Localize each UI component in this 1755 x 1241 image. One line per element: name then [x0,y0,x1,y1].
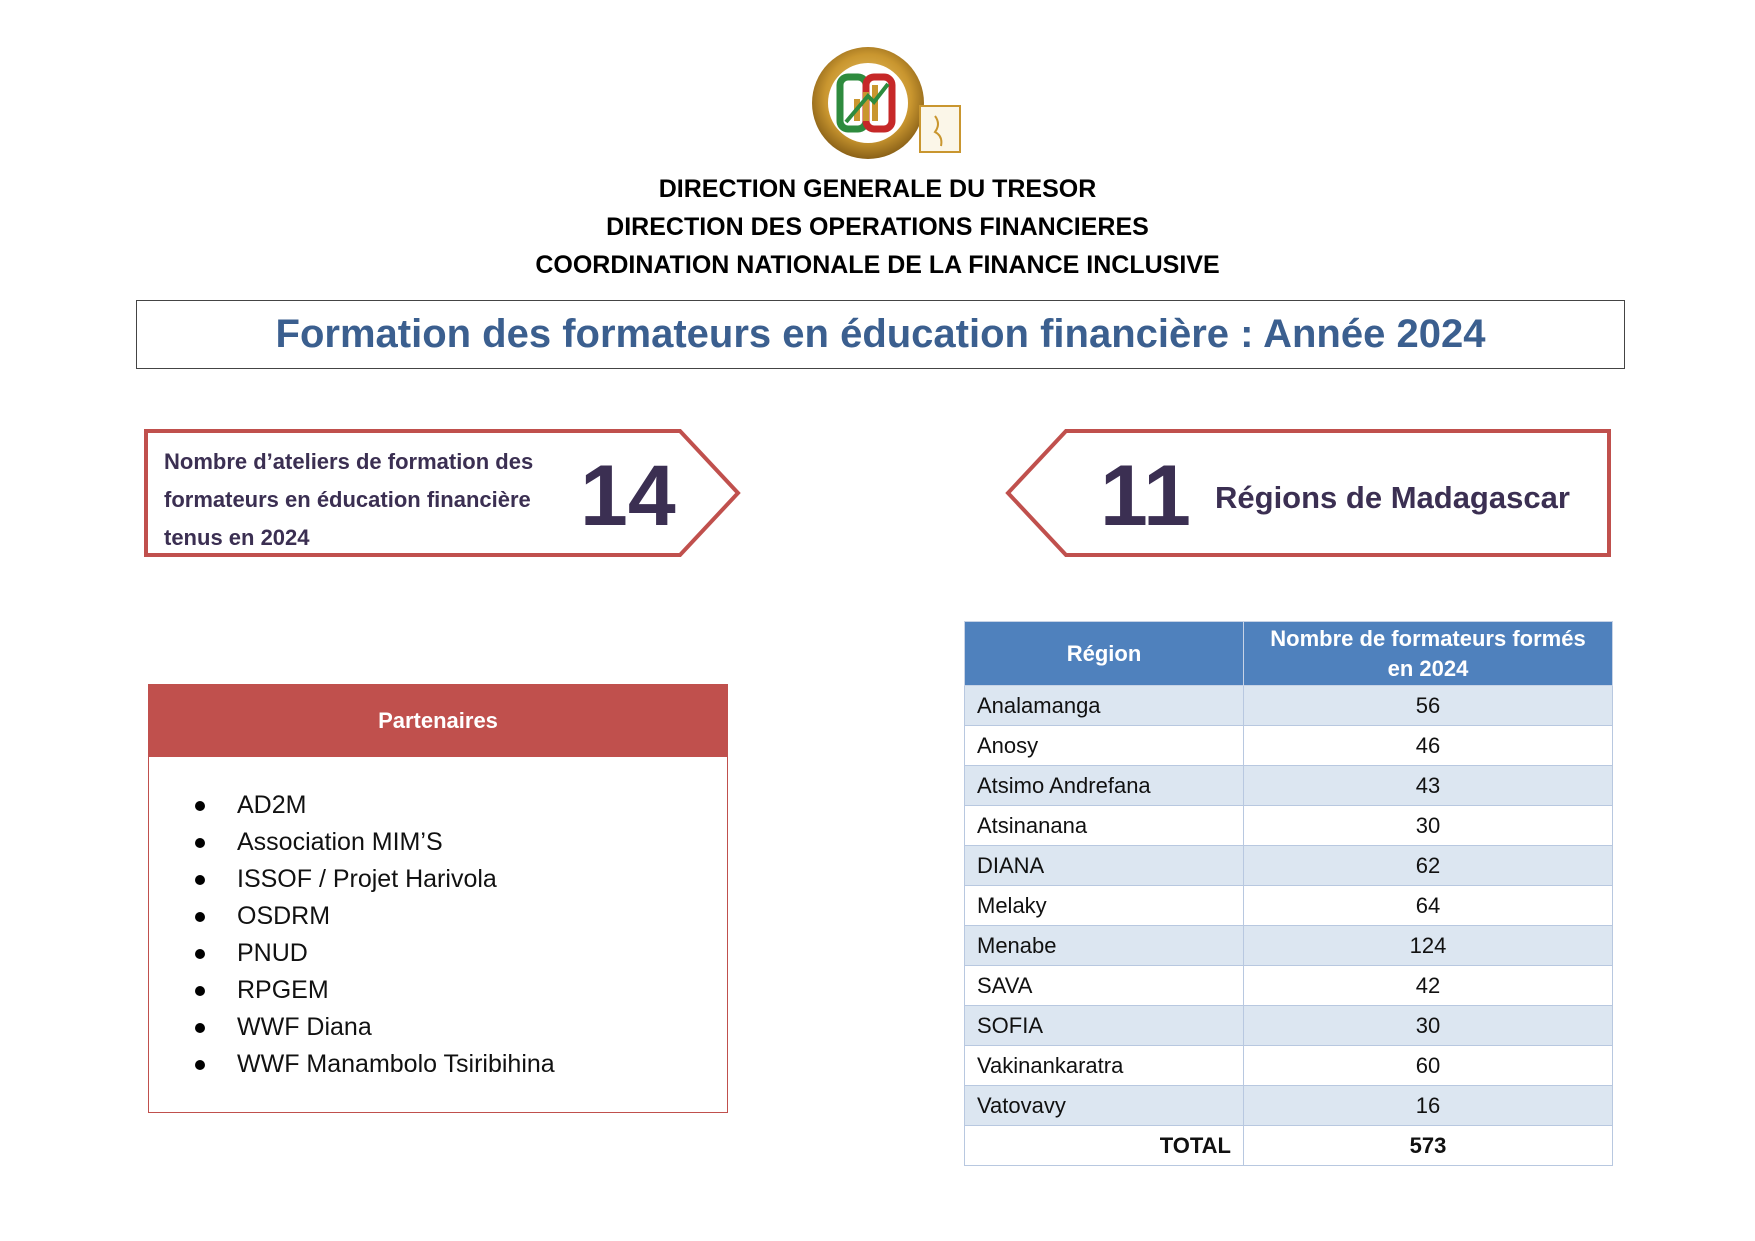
total-label: TOTAL [965,1126,1244,1166]
header-line-2: DIRECTION DES OPERATIONS FINANCIERES [606,213,1149,241]
header-line-3: COORDINATION NATIONALE DE LA FINANCE INCLUSIVE [535,251,1220,279]
table-row [965,1046,1613,1086]
partner-item [237,787,727,824]
count-cell: 62 [1244,846,1613,886]
table-row [965,726,1613,766]
count-cell: 42 [1244,966,1613,1006]
bullet-icon [195,1060,205,1070]
partners-list [149,757,727,1083]
ministry-logo [810,44,962,162]
partner-item [237,861,727,898]
total-value: 573 [1244,1126,1613,1166]
count-cell: 43 [1244,766,1613,806]
col-header-region: Région [965,622,1244,686]
bullet-icon [195,986,205,996]
region-cell: SAVA [965,966,1244,1006]
table-total-row [965,1126,1613,1166]
partner-name: WWF Diana [237,1013,372,1041]
partner-item [237,935,727,972]
bullet-icon [195,875,205,885]
region-cell: Melaky [965,886,1244,926]
region-cell: Vakinankaratra [965,1046,1244,1086]
partner-item [237,1046,727,1083]
region-cell: DIANA [965,846,1244,886]
regions-value: 11 [1100,448,1191,544]
partner-name: AD2M [237,791,307,819]
workshops-label: Nombre d’ateliers de formation des formateurs en éducation financière tenus en 2024 [164,449,534,550]
region-cell: Vatovavy [965,1086,1244,1126]
page-title: Formation des formateurs en éducation financière : Année 2024 [275,312,1486,356]
partners-title: Partenaires [149,685,727,757]
region-cell: Menabe [965,926,1244,966]
count-cell: 60 [1244,1046,1613,1086]
region-cell: Atsinanana [965,806,1244,846]
bullet-icon [195,912,205,922]
table-row [965,1006,1613,1046]
count-cell: 64 [1244,886,1613,926]
bullet-icon [195,838,205,848]
partner-name: RPGEM [237,976,329,1004]
partner-item [237,824,727,861]
partner-name: WWF Manambolo Tsiribihina [237,1050,555,1078]
region-cell: SOFIA [965,1006,1244,1046]
region-cell: Atsimo Andrefana [965,766,1244,806]
table-row [965,1086,1613,1126]
count-cell: 46 [1244,726,1613,766]
partner-item [237,1009,727,1046]
table-row [965,846,1613,886]
region-cell: Analamanga [965,686,1244,726]
table-row [965,766,1613,806]
regions-label: Régions de Madagascar [1215,480,1570,515]
partners-box [148,684,728,1113]
partner-name: OSDRM [237,902,331,930]
regions-table [964,621,1613,1166]
table-row [965,686,1613,726]
partner-name: PNUD [237,939,308,967]
header-line-1: DIRECTION GENERALE DU TRESOR [658,175,1097,203]
count-cell: 30 [1244,806,1613,846]
table-header-row [965,622,1613,686]
partner-name: Association MIM’S [237,828,443,856]
partner-item [237,898,727,935]
count-cell: 56 [1244,686,1613,726]
table-row [965,886,1613,926]
bullet-icon [195,1023,205,1033]
bullet-icon [195,801,205,811]
partner-item [237,972,727,1009]
count-cell: 124 [1244,926,1613,966]
title-box [136,300,1625,369]
count-cell: 30 [1244,1006,1613,1046]
bullet-icon [195,949,205,959]
partner-name: ISSOF / Projet Harivola [237,865,497,893]
col-header-count: Nombre de formateurs formés en 2024 [1244,622,1613,686]
region-cell: Anosy [965,726,1244,766]
workshops-value: 14 [580,448,676,544]
table-row [965,806,1613,846]
table-row [965,966,1613,1006]
count-cell: 16 [1244,1086,1613,1126]
table-row [965,926,1613,966]
